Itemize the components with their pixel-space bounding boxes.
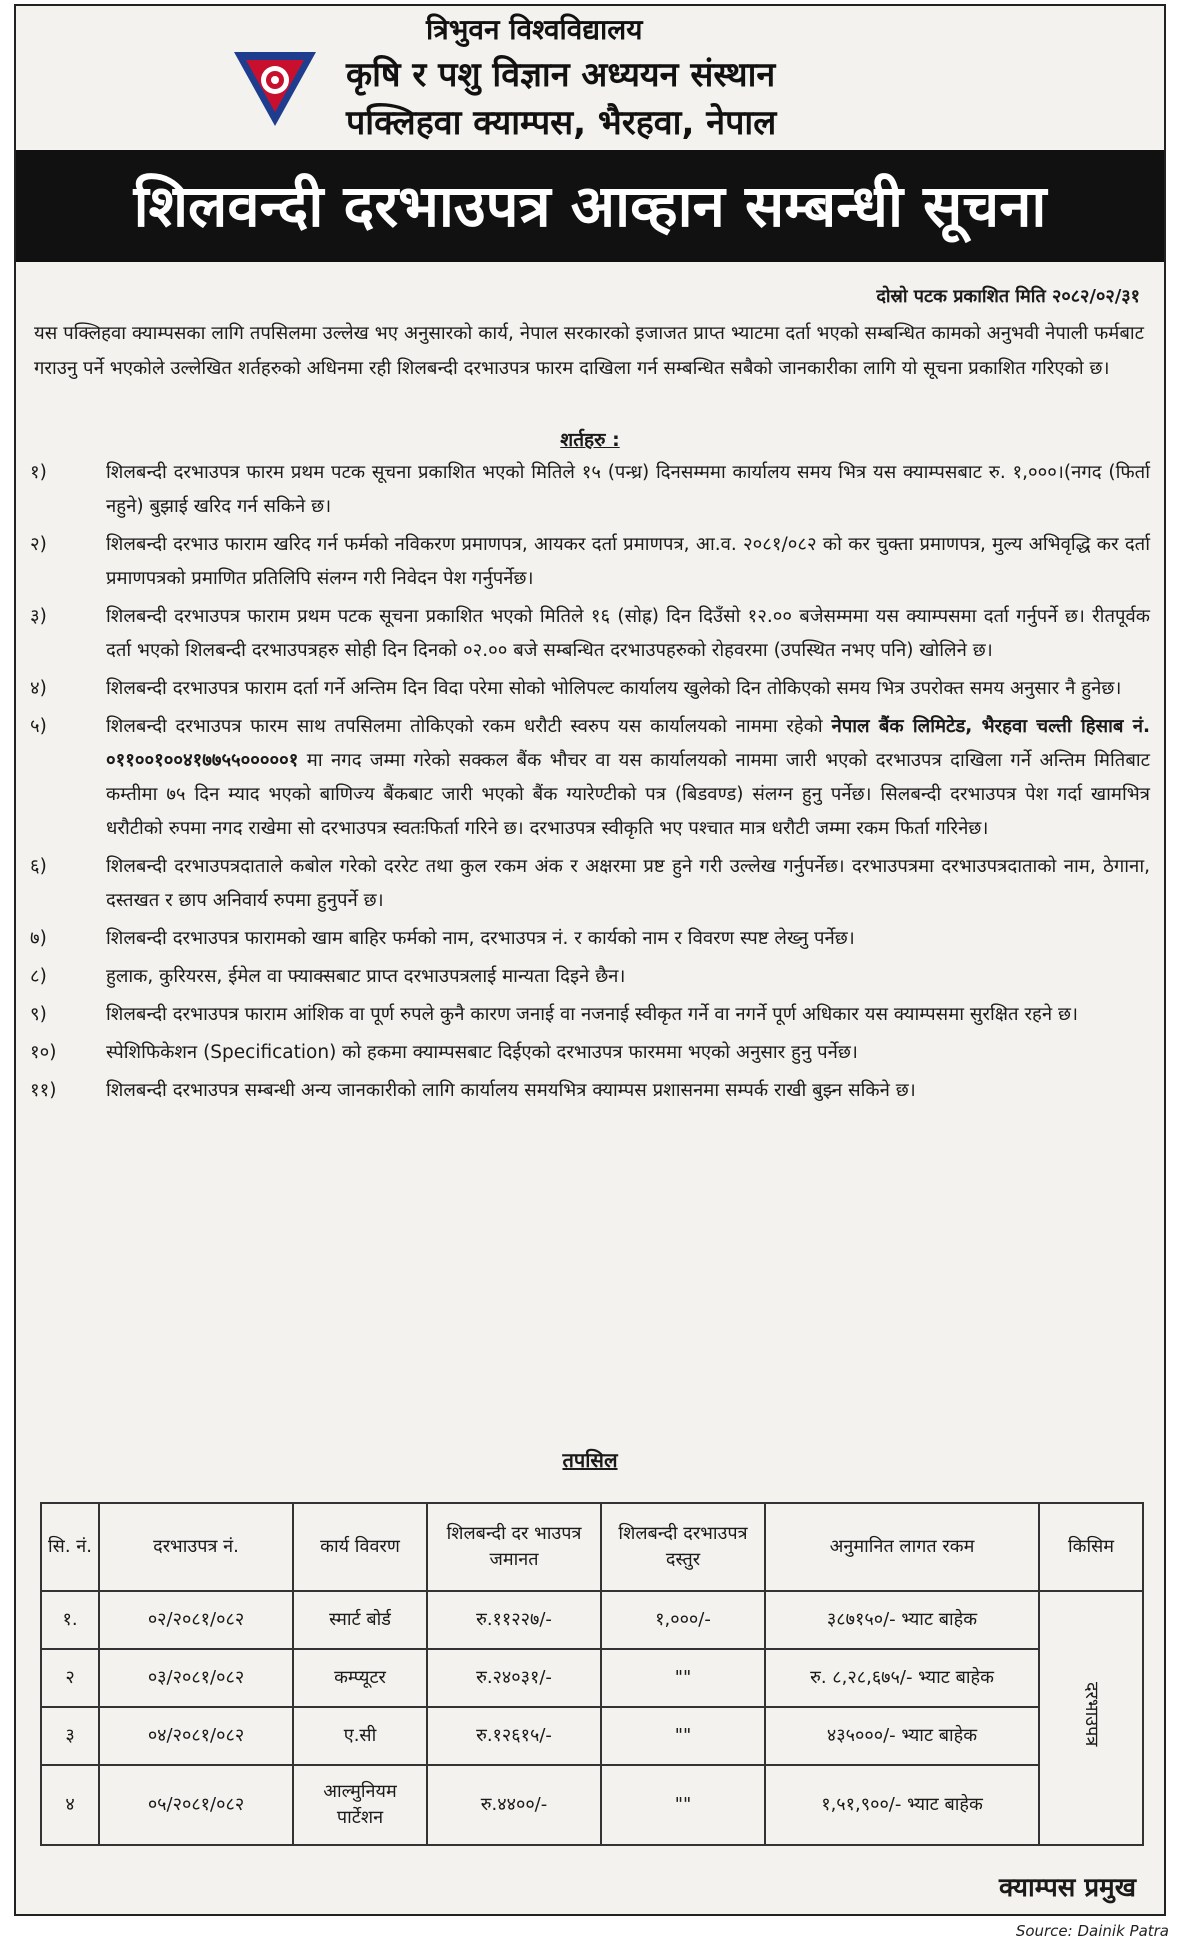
cell-security: रु.१२६१५/- [427, 1707, 601, 1765]
cell-serial: ३ [41, 1707, 99, 1765]
bank-account-details: नेपाल बैंक लिमिटेड, भैरहवा चल्ती हिसाब नं. ०११००१००४१७७५५०००००१ [106, 716, 1151, 771]
schedule-table [40, 1502, 1144, 1846]
condition-text: शिलबन्दी दरभाउपत्र फारामको खाम बाहिर फर्मको नाम, दरभाउपत्र नं. र कार्यको नाम र विवरण स्पष्ट लेख्नु पर्नेछ। [106, 928, 855, 949]
cell-cost: रु. ८,२८,६७५/- भ्याट बाहेक [765, 1649, 1039, 1707]
condition-item [30, 1036, 1150, 1070]
condition-text: हुलाक, कुरियरस, ईमेल वा फ्याक्सबाट प्राप्त दरभाउपत्रलाई मान्यता दिइने छैन। [106, 966, 626, 987]
cell-fee: १,०००/- [601, 1591, 765, 1649]
cell-work: कम्प्यूटर [293, 1649, 427, 1707]
university-name: त्रिभुवन विश्वविद्यालय [426, 13, 643, 46]
notice-frame [14, 4, 1166, 1916]
condition-number: ११) [30, 1080, 57, 1101]
condition-text: शिलबन्दी दरभाउपत्र फारम साथ तपसिलमा तोकिएको रकम धरौटी स्वरुप यस कार्यालयको नाममा रहेको [106, 716, 832, 737]
schedule-heading: तपसिल [562, 1448, 618, 1472]
source-credit: Source: Dainik Patra [1015, 1922, 1169, 1940]
condition-item [30, 672, 1150, 706]
condition-item [30, 922, 1150, 956]
cell-bid-number: ०३/२०८१/०८२ [99, 1649, 293, 1707]
col-header-security: शिलबन्दी दर भाउपत्र जमानत [427, 1503, 601, 1591]
cell-security: रु.४४००/- [427, 1765, 601, 1845]
condition-text-continued: मा नगद जम्मा गरेको सक्कल बैंक भौचर वा यस कार्यालयको नाममा जारी भएको दरभाउपत्र दाखिला गर्ने अन्तिम मितिबाट कम्तीमा ७५ दिन म्याद भएको बाणिज्य बैंकबाट जारी भएको बैंक ग्यारेण्टीको पत्र (बिडवण्ड) संलग्न हुनु पर्नेछ। सिलबन्दी दरभाउपत्र पेश गर्दा खामभित्र धरौटीको रुपमा नगद राखेमा सो दरभाउपत्र स्वतःफिर्ता गरिने छ। दरभाउपत्र स्वीकृति भए पश्चात मात्र धरौटी जम्मा रकम फिर्ता गरिनेछ। [106, 750, 1150, 839]
condition-text: शिलबन्दी दरभाउपत्र फारम प्रथम पटक सूचना प्रकाशित भएको मितिले १५ (पन्ध्र) दिनसम्ममा कार्यालय समय भित्र यस क्याम्पसबाट रु. १,०००।(नगद (फिर्ता नहुने) बुझाई खरिद गर्न सकिने छ। [106, 462, 1150, 517]
cell-work: ए.सी [293, 1707, 427, 1765]
col-header-work: कार्य विवरण [293, 1503, 427, 1591]
condition-number: ४) [30, 678, 47, 699]
cell-serial: ४ [41, 1765, 99, 1845]
conditions-list [30, 456, 1150, 1112]
cell-bid-number: ०२/२०८१/०८२ [99, 1591, 293, 1649]
col-header-cost: अनुमानित लागत रकम [765, 1503, 1039, 1591]
condition-number: १०) [30, 1042, 57, 1063]
cell-work: आल्मुनियम पार्टेशन [293, 1765, 427, 1845]
cell-serial: २ [41, 1649, 99, 1707]
intro-paragraph: यस पक्लिहवा क्याम्पसका लागि तपसिलमा उल्लेख भए अनुसारको कार्य, नेपाल सरकारको इजाजत प्राप्त भ्याटमा दर्ता भएको सम्बन्धित कामको अनुभवी नेपाली फर्मबाट गराउनु पर्ने भएकोले उल्लेखित शर्तहरुको अधिनमा रही शिलबन्दी दरभाउपत्र फारम दाखिला गर्न सम्बन्धित सबैको जानकारीका लागि यो सूचना प्रकाशित गरिएको छ। [34, 323, 1144, 379]
table-row [41, 1707, 1143, 1765]
signature-campus-chief: क्याम्पस प्रमुख [998, 1873, 1136, 1903]
condition-number: ३) [30, 606, 47, 627]
condition-text: शिलबन्दी दरभाउपत्र फाराम प्रथम पटक सूचना प्रकाशित भएको मितिले १६ (सोह्र) दिन दिउँसो १२.०० बजेसम्ममा यस क्याम्पसमा दर्ता गर्नुपर्ने छ। रीतपूर्वक दर्ता भएको शिलबन्दी दरभाउपत्रहरु सोही दिन दिनको ०२.०० बजे सम्बन्धित दरभाउपहरुको रोहवरमा (उपस्थित नभए पनि) खोलिने छ। [106, 606, 1150, 661]
condition-item [30, 710, 1150, 846]
cell-bid-number: ०४/२०८१/०८२ [99, 1707, 293, 1765]
cell-security: रु.२४०३१/- [427, 1649, 601, 1707]
table-row [41, 1649, 1143, 1707]
institute-name: कृषि र पशु विज्ञान अध्ययन संस्थान [346, 55, 776, 95]
condition-text: शिलबन्दी दरभाउपत्रदाताले कबोल गरेको दररेट तथा कुल रकम अंक र अक्षरमा प्रष्ट हुने गरी उल्लेख गर्नुपर्नेछ। दरभाउपत्रमा दरभाउपत्रदाताको नाम, ठेगाना, दस्तखत र छाप अनिवार्य रुपमा हुनुपर्ने छ। [106, 856, 1150, 911]
cell-type [1039, 1591, 1143, 1845]
type-value: दरभाउपत्र [1081, 1681, 1102, 1747]
condition-number: ६) [30, 856, 47, 877]
col-header-bid-number: दरभाउपत्र नं. [99, 1503, 293, 1591]
condition-text: शिलबन्दी दरभाउपत्र फाराम दर्ता गर्ने अन्तिम दिन विदा परेमा सोको भोलिपल्ट कार्यालय खुलेको दिन तोकिएको समय भित्र उपरोक्त समय अनुसार नै हुनेछ। [106, 678, 1122, 699]
publish-date: दोस्रो पटक प्रकाशित मिति २०८२/०२/३१ [876, 286, 1140, 307]
cell-fee: "" [601, 1649, 765, 1707]
cell-bid-number: ०५/२०८१/०८२ [99, 1765, 293, 1845]
condition-item [30, 600, 1150, 668]
campus-name: पक्लिहवा क्याम्पस, भैरहवा, नेपाल [346, 103, 777, 143]
condition-text: स्पेशिफिकेशन (Specification) को हकमा क्याम्पसबाट दिईएको दरभाउपत्र फारममा भएको अनुसार हुनु पर्नेछ। [106, 1042, 858, 1063]
table-row [41, 1765, 1143, 1845]
table-header-row [41, 1503, 1143, 1591]
notice-title-banner: शिलवन्दी दरभाउपत्र आव्हान सम्बन्धी सूचना [16, 150, 1164, 262]
condition-item [30, 1074, 1150, 1108]
condition-item [30, 456, 1150, 524]
cell-fee: "" [601, 1707, 765, 1765]
terms-heading: शर्तहरु : [560, 429, 620, 451]
cell-work: स्मार्ट बोर्ड [293, 1591, 427, 1649]
cell-fee: "" [601, 1765, 765, 1845]
notice-header [16, 6, 1164, 146]
condition-item [30, 528, 1150, 596]
condition-text: शिलबन्दी दरभाउ फाराम खरिद गर्न फर्मको नविकरण प्रमाणपत्र, आयकर दर्ता प्रमाणपत्र, आ.व. २०८१/०८२ को कर चुक्ता प्रमाणपत्र, मुल्य अभिवृद्धि कर दर्ता प्रमाणपत्रको प्रमाणित प्रतिलिपि संलग्न गरी निवेदन पेश गर्नुपर्नेछ। [106, 534, 1150, 589]
cell-cost: ३८७१५०/- भ्याट बाहेक [765, 1591, 1039, 1649]
condition-item [30, 850, 1150, 918]
col-header-serial: सि. नं. [41, 1503, 99, 1591]
cell-serial: १. [41, 1591, 99, 1649]
cell-cost: ४३५०००/- भ्याट बाहेक [765, 1707, 1039, 1765]
condition-number: ८) [30, 966, 47, 987]
col-header-type: किसिम [1039, 1503, 1143, 1591]
cell-security: रु.११२२७/- [427, 1591, 601, 1649]
condition-number: ५) [30, 716, 47, 737]
condition-text: शिलबन्दी दरभाउपत्र फाराम आंशिक वा पूर्ण रुपले कुनै कारण जनाई वा नजनाई स्वीकृत गर्ने वा नगर्ने पूर्ण अधिकार यस क्याम्पसमा सुरक्षित रहने छ। [106, 1004, 1078, 1025]
condition-item [30, 998, 1150, 1032]
condition-number: ९) [30, 1004, 47, 1025]
col-header-fee: शिलबन्दी दरभाउपत्र दस्तुर [601, 1503, 765, 1591]
condition-number: ७) [30, 928, 47, 949]
university-logo-icon [230, 46, 320, 128]
condition-number: २) [30, 534, 47, 555]
table-row [41, 1591, 1143, 1649]
condition-text: शिलबन्दी दरभाउपत्र सम्बन्धी अन्य जानकारीको लागि कार्यालय समयभित्र क्याम्पस प्रशासनमा सम्पर्क राखी बुझ्न सकिने छ। [106, 1080, 916, 1101]
condition-item [30, 960, 1150, 994]
cell-cost: १,५१,९००/- भ्याट बाहेक [765, 1765, 1039, 1845]
condition-number: १) [30, 462, 47, 483]
